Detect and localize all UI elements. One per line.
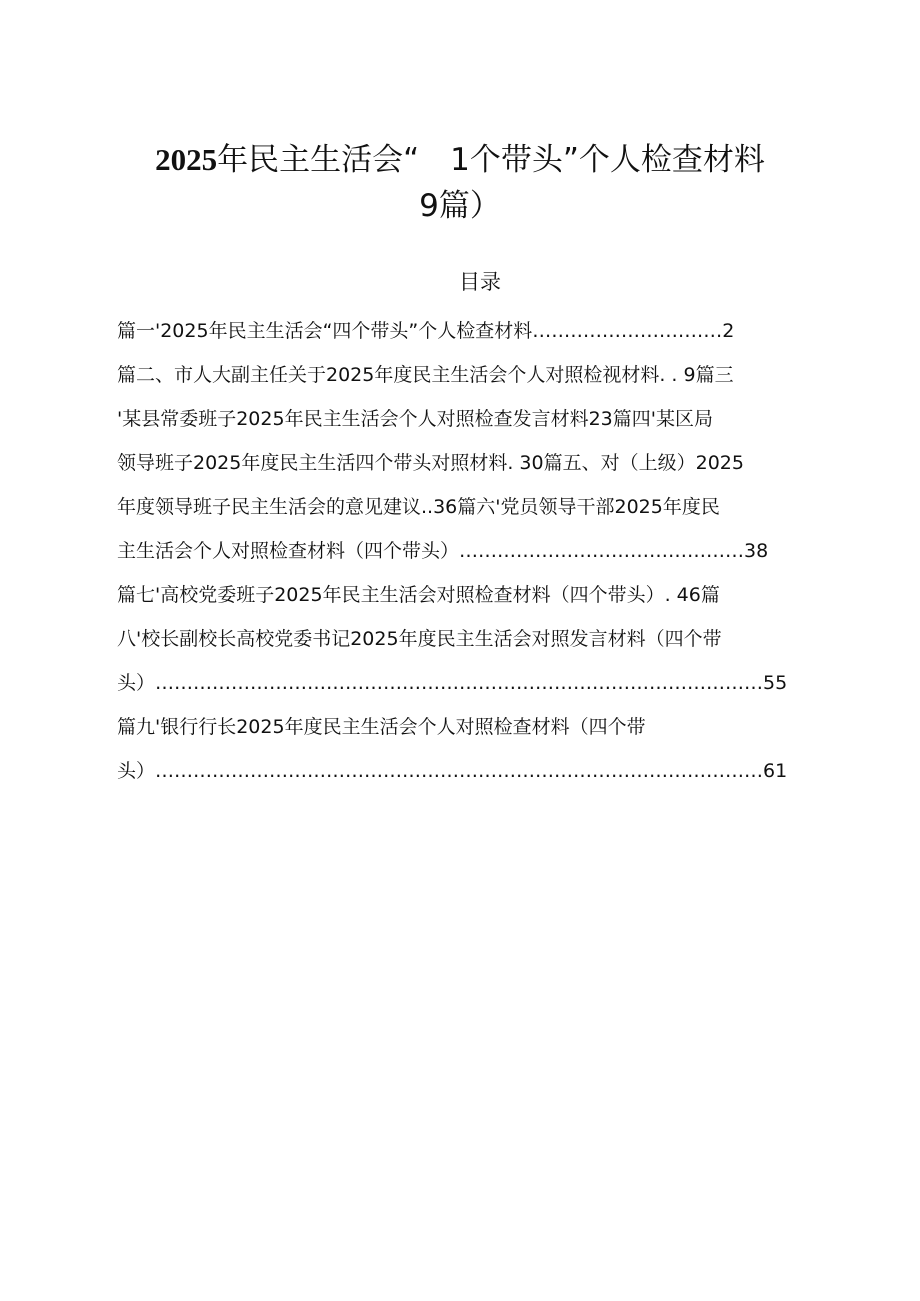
toc-heading: 目录 — [459, 270, 501, 294]
toc-line[interactable]: 头）……………………………………………………………………………………55 — [117, 672, 788, 694]
toc-line[interactable]: '某县常委班子2025年民主生活会个人对照检查发言材料23篇四'某区局 — [117, 408, 713, 430]
toc-line[interactable]: 主生活会个人对照检查材料（四个带头）………………………………………38 — [117, 540, 769, 562]
toc-line[interactable]: 领导班子2025年度民主生活四个带头对照材料. 30篇五、对（上级）2025 — [117, 452, 744, 474]
table-of-contents — [117, 309, 839, 793]
toc-line[interactable]: 篇九'银行行长2025年度民主生活会个人对照检查材料（四个带 — [117, 716, 646, 738]
toc-line[interactable]: 篇一'2025年民主生活会“四个带头”个人检查材料…………………………2 — [117, 320, 735, 342]
title-line1: 年民主生活会“ 1个带头”个人检查材料 — [217, 142, 765, 178]
title-year: 2025 — [155, 142, 218, 177]
toc-line[interactable]: 年度领导班子民主生活会的意见建议..36篇六'党员领导干部2025年度民 — [117, 496, 720, 518]
toc-line[interactable]: 八'校长副校长高校党委书记2025年度民主生活会对照发言材料（四个带 — [117, 628, 722, 650]
title-line2: 9篇） — [419, 188, 501, 224]
toc-line[interactable]: 篇二、市人大副主任关于2025年度民主生活会个人对照检视材料. . 9篇三 — [117, 364, 734, 386]
toc-line[interactable]: 篇七'高校党委班子2025年民主生活会对照检查材料（四个带头）. 46篇 — [117, 584, 720, 606]
toc-line[interactable]: 头）……………………………………………………………………………………61 — [117, 760, 788, 782]
document-title — [0, 138, 920, 228]
